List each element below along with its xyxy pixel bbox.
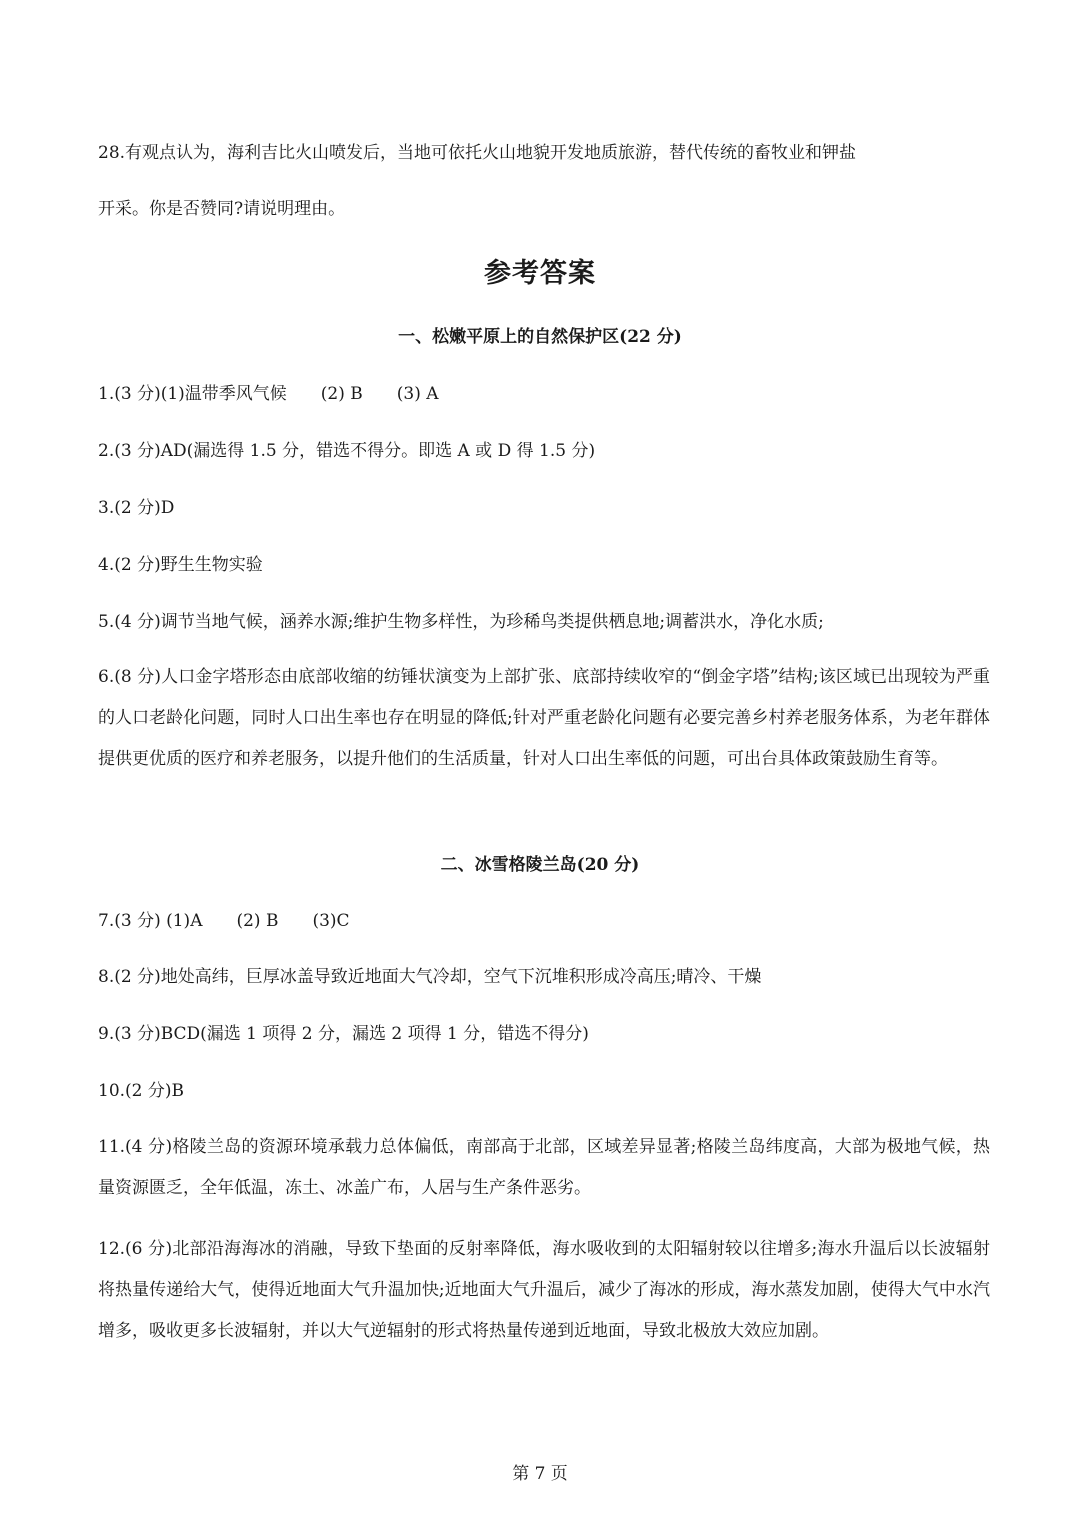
answer-1: 1.(3 分)(1)温带季风气候 (2) B (3) A [98, 384, 439, 404]
answer-9: 9.(3 分)BCD(漏选 1 项得 2 分，漏选 2 项得 1 分，错选不得分) [98, 1024, 589, 1044]
answer-3: 3.(2 分)D [98, 498, 175, 518]
answer-10: 10.(2 分)B [98, 1081, 185, 1101]
answer-11: 11.(4 分)格陵兰岛的资源环境承载力总体偏低，南部高于北部，区域差异显著;格陵兰岛纬度高，大部为极地气候，热量资源匮乏，全年低温，冻土、冰盖广布，人居与生产条件恶劣。 [98, 1137, 990, 1198]
answer-4: 4.(2 分)野生生物实验 [98, 555, 263, 575]
section-1-heading: 一、松嫩平原上的自然保护区(22 分) [398, 327, 682, 347]
page-number: 第 7 页 [512, 1464, 568, 1484]
answer-2: 2.(3 分)AD(漏选得 1.5 分，错选不得分。即选 A 或 D 得 1.5 分) [98, 441, 596, 461]
section-2-heading: 二、冰雪格陵兰岛(20 分) [440, 855, 640, 875]
question-28-line-1: 28.有观点认为，海利吉比火山喷发后，当地可依托火山地貌开发地质旅游，替代传统的畜牧业和钾盐 [98, 143, 857, 163]
answer-12: 12.(6 分)北部沿海海冰的消融，导致下垫面的反射率降低，海水吸收到的太阳辐射较以往增多;海水升温后以长波辐射将热量传递给大气，使得近地面大气升温加快;近地面大气升温后，减少了海冰的形成，海水蒸发加剧，使得大气中水汽增多，吸收更多长波辐射，并以大气逆辐射的形式将热量传递到近地面，导致北极放大效应加剧。 [98, 1239, 990, 1341]
answer-5: 5.(4 分)调节当地气候，涵养水源;维护生物多样性，为珍稀鸟类提供栖息地;调蓄洪水，净化水质; [98, 612, 824, 632]
question-28-line-2: 开采。你是否赞同?请说明理由。 [98, 199, 346, 219]
answer-8: 8.(2 分)地处高纬，巨厚冰盖导致近地面大气冷却，空气下沉堆积形成冷高压;晴冷、干燥 [98, 967, 762, 987]
answer-7: 7.(3 分) (1)A (2) B (3)C [98, 911, 350, 931]
answers-title: 参考答案 [484, 258, 596, 289]
answer-6: 6.(8 分)人口金字塔形态由底部收缩的纺锤状演变为上部扩张、底部持续收窄的“倒金字塔”结构;该区域已出现较为严重的人口老龄化问题，同时人口出生率也存在明显的降低;针对严重老龄化问题有必要完善乡村养老服务体系，为老年群体提供更优质的医疗和养老服务，以提升他们的生活质量，针对人口出生率低的问题，可出台具体政策鼓励生育等。 [98, 667, 990, 769]
